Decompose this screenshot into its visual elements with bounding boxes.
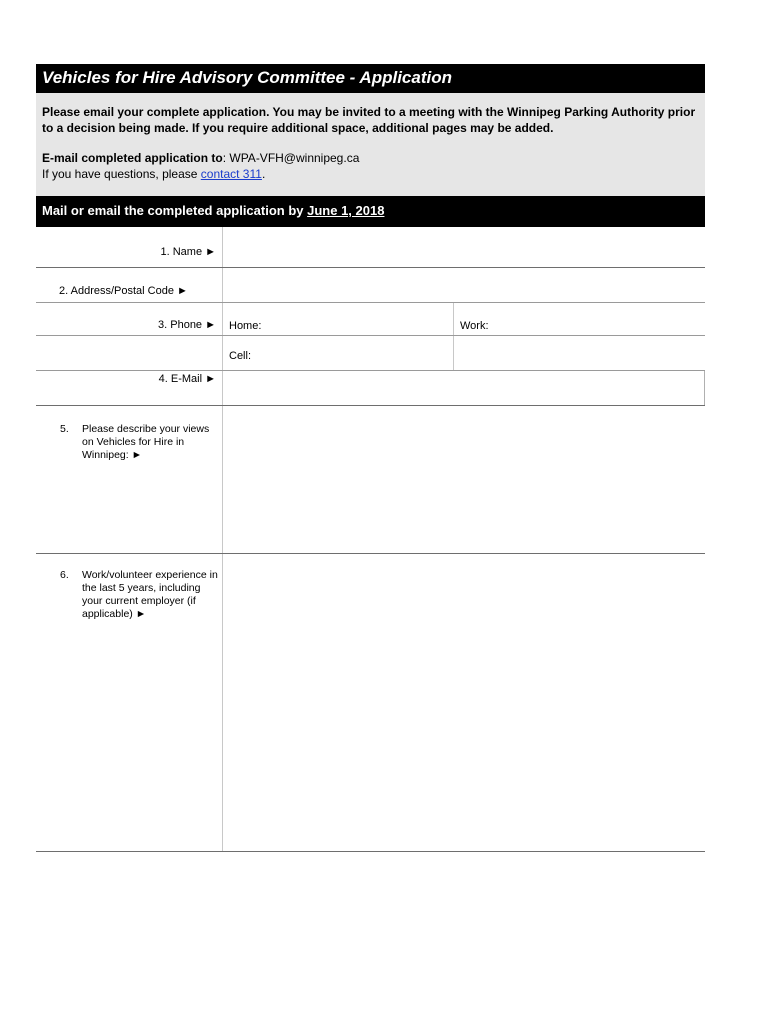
deadline-date: June 1, 2018 (307, 203, 385, 218)
intro-section (36, 93, 705, 196)
email-field-label: 4. E-Mail ► (158, 373, 216, 385)
phone-cell-label-cell (36, 336, 223, 370)
email-address: : WPA-VFH@winnipeg.ca (222, 151, 360, 165)
name-field[interactable] (223, 227, 705, 267)
views-field[interactable] (223, 406, 705, 553)
questions-prefix: If you have questions, please (42, 167, 201, 181)
views-text: Please describe your views on Vehicles for Hire in Winnipeg: ► (82, 423, 210, 461)
form-title: Vehicles for Hire Advisory Committee - Application (36, 64, 705, 93)
phone-cell-field[interactable] (223, 336, 454, 370)
address-field[interactable] (223, 268, 705, 302)
email-field[interactable] (223, 371, 705, 405)
address-label: 2. Address/Postal Code ► (59, 285, 188, 297)
contact-311-link[interactable]: contact 311 (200, 167, 262, 181)
email-label-cell (36, 371, 223, 405)
phone-cell-row (36, 336, 705, 371)
application-form (36, 64, 705, 852)
address-row (36, 268, 705, 303)
experience-text: Work/volunteer experience in the last 5 years, including your current employer (if applicable) ► (82, 569, 218, 620)
deadline-text: Mail or email the completed application by (42, 203, 308, 218)
phone-cell-label: Cell: (229, 350, 252, 362)
email-instruction (42, 150, 699, 166)
intro-paragraph: Please email your complete application. You may be invited to a meeting with the Winnipeg Parking Authority prior to a decision being made. If you require additional space, additional pages may be added. (42, 105, 696, 135)
views-label-cell (36, 406, 223, 553)
phone-cell-extra (454, 336, 705, 370)
name-label: 1. Name ► (160, 246, 216, 258)
phone-row (36, 303, 705, 336)
experience-label-cell (36, 554, 223, 851)
phone-home-label: Home: (229, 320, 262, 332)
phone-work-label: Work: (460, 320, 489, 332)
name-label-cell (36, 227, 223, 267)
views-row (36, 406, 705, 554)
email-label: E-mail completed application to (42, 151, 223, 165)
phone-home-field[interactable] (223, 303, 454, 335)
phone-values (223, 303, 705, 335)
email-row (36, 371, 705, 406)
experience-row (36, 554, 705, 852)
questions-suffix: . (261, 167, 266, 181)
phone-cell-split (223, 336, 705, 370)
views-number: 5. (60, 423, 69, 435)
phone-work-field[interactable] (454, 303, 705, 335)
views-label (60, 423, 222, 462)
deadline-bar (36, 196, 705, 227)
experience-field[interactable] (223, 554, 705, 851)
phone-cell-values (223, 336, 705, 370)
address-label-cell (36, 268, 223, 302)
name-row (36, 227, 705, 268)
phone-label: 3. Phone ► (158, 319, 216, 331)
phone-split (223, 303, 705, 335)
phone-label-cell (36, 303, 223, 335)
experience-label (60, 569, 222, 621)
experience-number: 6. (60, 569, 69, 581)
questions-line (42, 166, 699, 182)
